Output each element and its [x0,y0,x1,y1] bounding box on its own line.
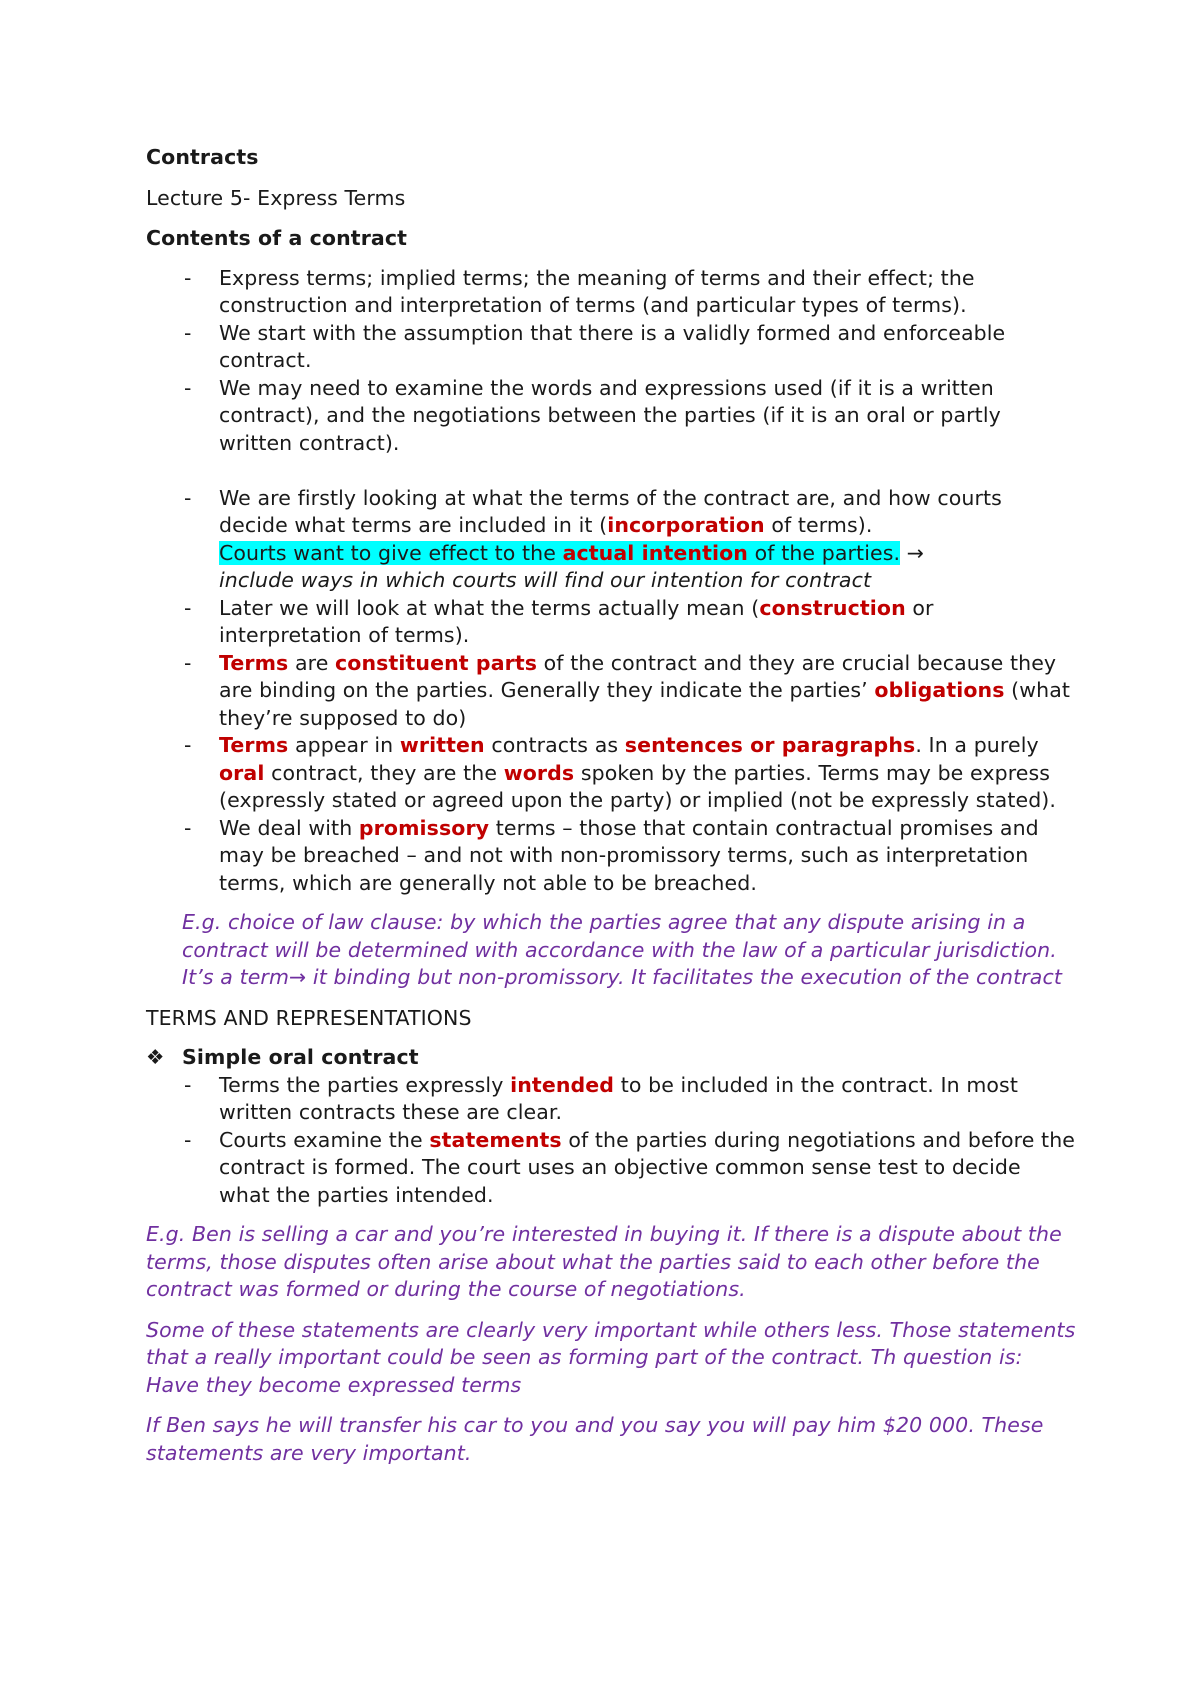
list-item: - We start with the assumption that there is a validly formed and enforceable contract. [184,320,1006,372]
arrow-icon: → [906,540,925,565]
example-important-statements: Some of these statements are clearly very important while others less. Those statements that a really important could be seen as forming part of the contract. Th question is: Have they become expressed terms [146,1317,1076,1397]
list-item: - We are firstly looking at what the terms of the contract are, and how courts decide what terms are included in it (incorporation of terms). Courts want to give effect to the actual intention of the parties. → include ways in which courts will find our intention for contract [184,485,1002,592]
list-item: - Terms are constituent parts of the contract and they are crucial because they are binding on the parties. Generally they indicate the parties’ obligations (what they’re supposed to do) [184,650,1071,730]
list-item: - We deal with promissory terms – those that contain contractual promises and may be breached – and not with non-promissory terms, such as interpretation terms, which are generally not able to be breached. [184,815,1039,895]
dash-bullet: - [184,1127,192,1152]
contents-heading: Contents of a contract [146,226,407,250]
example-choice-of-law: E.g. choice of law clause: by which the parties agree that any dispute arising in a contract will be determined with accordance with the law of a particular jurisdiction. It’s a term→ it binding but non-promissory. It facilitates the execution of the contract [182,910,1062,989]
arrow-icon: → [289,965,307,989]
document-page [146,140,1076,1480]
list-item: - Courts examine the statements of the parties during negotiations and before the contract is formed. The court uses an objective common sense test to decide what the parties intended. [184,1127,1076,1207]
dash-bullet: - [184,650,192,675]
dash-bullet: - [184,595,192,620]
lecture-subtitle: Lecture 5- Express Terms [146,185,406,210]
example-transfer-car: If Ben says he will transfer his car to you and you say you will pay him $20 000. These statements are very important. [146,1413,1044,1465]
highlighted-sentence: Courts want to give effect to the actual intention of the parties. [219,540,901,565]
dash-bullet: - [184,320,192,345]
blank-line [146,457,1076,485]
contents-list [146,265,1076,898]
list-item: - We may need to examine the words and expressions used (if it is a written contract), and the negotiations between the parties (if it is an oral or partly written contract). [184,375,1001,455]
list-item: - Terms the parties expressly intended to be included in the contract. In most written contracts these are clear. [184,1072,1018,1124]
list-item: - Terms appear in written contracts as sentences or paragraphs. In a purely oral contract, they are the words spoken by the parties. Terms may be express (expressly stated or agreed upon the party) or implied (not be expressly stated). [184,733,1057,812]
dash-bullet: - [184,1072,192,1097]
list-item: - Express terms; implied terms; the meaning of terms and their effect; the construction and interpretation of terms (and particular types of terms). [184,265,975,317]
dash-bullet: - [184,265,192,290]
document-title: Contracts [146,145,259,169]
dash-bullet: - [184,485,192,510]
simple-oral-contract-heading: ❖ Simple oral contract [146,1044,1076,1072]
diamond-bullet-icon: ❖ [146,1045,165,1069]
dash-bullet: - [184,375,192,400]
example-ben-car: E.g. Ben is selling a car and you’re interested in buying it. If there is a dispute about the terms, those disputes often arise about what the parties said to each other before the contract was formed or during the course of negotiations. [146,1222,1062,1301]
oral-contract-list [146,1072,1076,1210]
terms-representations-heading: TERMS AND REPRESENTATIONS [146,1005,472,1030]
list-item: - Later we will look at what the terms actually mean (construction or interpretation of terms). [184,595,934,647]
dash-bullet: - [184,815,192,840]
dash-bullet: - [184,733,192,757]
